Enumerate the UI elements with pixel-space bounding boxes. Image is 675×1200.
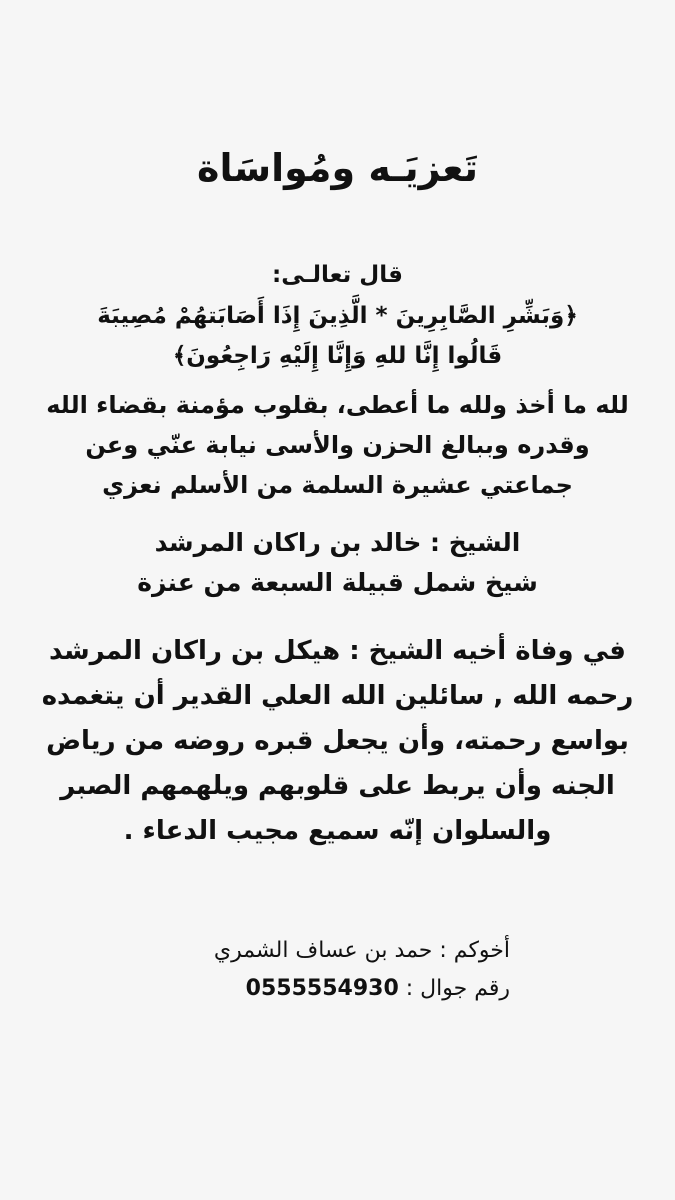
sheikh-block <box>30 523 645 603</box>
phone-number: 0555554930 <box>245 976 399 1001</box>
sheikh-name: الشيخ : خالد بن راكان المرشد <box>154 528 521 557</box>
verse-line: قَالُوا إِنَّا للهِ وَإِنَّا إِلَيْهِ رَاجِعُونَ﴾ <box>172 343 503 369</box>
sheikh-title: شيخ شمل قبيلة السبعة من عنزة <box>137 568 538 597</box>
condolence-line: والسلوان إنّه سميع مجيب الدعاء . <box>123 816 552 846</box>
condolence-line: بواسع رحمته، وأن يجعل قبره روضه من رياض <box>46 726 629 756</box>
condolence-line: في وفاة أخيه الشيخ : هيكل بن راكان المرشد <box>49 636 626 666</box>
verse-intro: قال تعالـى: <box>272 262 403 288</box>
phone-label: رقم جوال : <box>405 976 510 1001</box>
page-title: تَعزيَـه ومُواسَاة <box>197 146 478 190</box>
sender-block <box>0 932 510 1008</box>
verse-line: ﴿وَبَشِّرِ الصَّابِرِينَ * الَّذِينَ إِذَا أَصَابَتهُمْ مُصِيبَةَ <box>97 303 578 329</box>
prayer-paragraph <box>30 385 645 505</box>
prayer-line: جماعتي عشيرة السلمة من الأسلم نعزي <box>102 471 573 499</box>
condolence-line: رحمه الله , سائلين الله العلي القدير أن يتغمده <box>41 681 634 711</box>
condolence-paragraph <box>22 629 653 854</box>
sender-name: أخوكم : حمد بن عساف الشمري <box>213 938 510 963</box>
sender-phone-row <box>0 970 510 1008</box>
quran-verse <box>30 296 645 376</box>
condolence-line: الجنه وأن يربط على قلوبهم ويلهمهم الصبر <box>60 771 615 801</box>
prayer-line: وقدره وببالغ الحزن والأسى نيابة عنّي وعن <box>85 431 590 459</box>
prayer-line: لله ما أخذ ولله ما أعطى، بقلوب مؤمنة بقضاء الله <box>46 391 629 419</box>
